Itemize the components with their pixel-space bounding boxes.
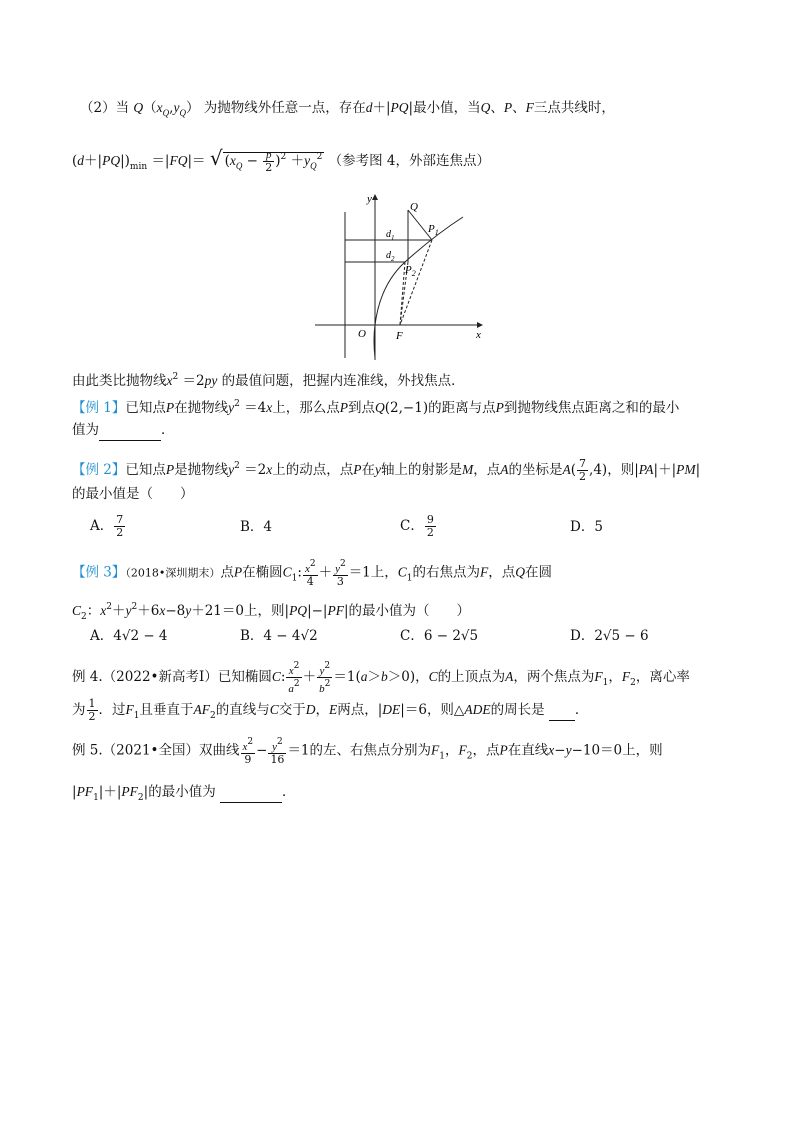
d1-sub: 1 <box>391 234 395 242</box>
text: 到抛物线焦点距离之和的最小 <box>503 400 680 416</box>
text: ，点 <box>488 564 516 581</box>
x-axis-label: x <box>476 329 481 341</box>
d2-sub: 2 <box>391 255 395 263</box>
text: ，则△ <box>426 702 465 718</box>
text: ，点 <box>473 462 501 478</box>
example-3-line-2: $C_2$：$x^2+y^2+6x-8y+21=0$上，则|PQ|−|PF|的最小值为（ ） <box>72 602 471 622</box>
example-3-option-d[interactable] <box>570 626 649 646</box>
text: 在抛物线 <box>174 400 229 416</box>
numerator: 9 <box>426 513 434 526</box>
p2-sub: 2 <box>411 269 416 278</box>
text: 的最小值为（ ） <box>348 603 471 619</box>
p1-sub: 1 <box>434 228 439 237</box>
option-label: D． <box>570 628 595 644</box>
example-4-line-2: 为 $\frac{1}{2}$ ．过$F_1$且垂直于$AF_2$的直线与C交于D，E两点，|DE|＝6，则△ADE的周长是 ． <box>72 697 589 723</box>
text: 的周长是 <box>490 702 545 718</box>
example-3-option-a[interactable] <box>90 626 168 646</box>
text: 上， <box>370 564 398 581</box>
y-axis-label: y <box>367 193 372 205</box>
text: 的左、右焦点分别为 <box>309 742 432 759</box>
text: 由此类比抛物线 <box>72 373 167 389</box>
denominator: 2 <box>116 526 124 539</box>
case-2-line: （2）当 $Q(x_Q,y_Q)$ 为抛物线外任意一点，存在d＋|PQ|最小值，当Q、P、F三点共线时， <box>80 100 615 118</box>
text: 到点 <box>348 400 376 416</box>
example-3-option-c[interactable] <box>400 626 478 646</box>
option-value: 2√5 − 6 <box>594 628 649 644</box>
option-value: 4 − 4√2 <box>263 628 318 644</box>
text: 的最小值为 <box>148 784 216 800</box>
text: 轴上的射影是 <box>381 462 463 478</box>
text: （2021•全国）双曲线 <box>102 742 240 759</box>
example-3-line-1: 【例 3】（2018•深圳期末）点P在椭圆$C_1$: $\frac{x^2}{4}$ ＋ $\frac{y^2}{3}$ ＝1上，$C_1$的右焦点为F，点Q在圆 <box>72 559 553 588</box>
option-label: C． <box>400 628 424 644</box>
text: 上的动点，点 <box>272 462 354 478</box>
example-5-line-2: $|PF_1|+|PF_2|$的最小值为 ． <box>72 784 296 803</box>
p2-letter: P <box>405 264 412 276</box>
example-3-option-b[interactable] <box>240 626 318 646</box>
option-label: A． <box>90 628 114 644</box>
text: （2022•新高考Ⅰ）已知椭圆 <box>102 669 272 685</box>
option-label: D． <box>570 519 595 535</box>
example-2-line-1: 【例 2】已知点P是抛物线$y^2 =2x$上的动点，点P在y轴上的射影是M，点A的坐标是A( $\frac{7}{2}$ ,4)，则|PA|＋|PM| <box>72 457 701 483</box>
text: 的直线与 <box>215 702 270 718</box>
example-1-tag: 【例 1】 <box>72 400 126 416</box>
answer-blank <box>549 700 575 721</box>
option-value: 4 <box>263 519 273 535</box>
example-5-tag: 例 5. <box>72 742 103 759</box>
text: ， <box>415 669 429 685</box>
figure-4-parabola <box>310 190 490 365</box>
case-label: （2） <box>80 100 116 116</box>
d2-label <box>386 250 395 263</box>
text: 是抛物线 <box>174 462 229 478</box>
answer-blank <box>99 420 161 441</box>
d1-letter: d <box>386 229 391 240</box>
text: 三点共线时， <box>533 100 615 116</box>
answer-blank <box>220 782 282 803</box>
text: ，则 <box>607 462 635 478</box>
option-value: 6 − 2√5 <box>423 628 479 644</box>
example-2-tag: 【例 2】 <box>72 462 126 478</box>
option-label: B． <box>240 519 264 535</box>
formula-note: （参考图 4，外部连焦点） <box>328 153 490 169</box>
p1-label <box>427 223 439 237</box>
option-label: C． <box>400 518 424 534</box>
text: 两点， <box>337 702 378 718</box>
text: 上，那么点 <box>272 400 340 416</box>
p2-label <box>404 264 416 278</box>
example-3-tag: 【例 3】 <box>72 564 126 581</box>
text: 在直线 <box>507 742 549 759</box>
min-formula: $(d+|PQ|)_{min} =|FQ|=$ √ ($x_Q$ − $\frac{p}{2}$ )$^2 +y_Q^2$ （参考图 4，外部连焦点） <box>72 146 490 174</box>
text: 在 <box>361 462 376 478</box>
text: ，点 <box>472 742 500 759</box>
focus-label: F <box>396 330 403 342</box>
text: 当 <box>115 100 130 116</box>
example-2-option-c[interactable] <box>400 514 437 539</box>
q-label: Q <box>410 201 418 213</box>
text: 值为 <box>72 422 99 438</box>
text: 在圆 <box>525 564 553 581</box>
option-label: A． <box>90 518 114 534</box>
text: 的上顶点为 <box>437 669 506 685</box>
text: 的最值问题，把握内连准线，外找焦点． <box>221 373 465 389</box>
example-2-option-d[interactable] <box>570 517 603 537</box>
text: 点 <box>220 564 234 581</box>
text: 为抛物线外任意一点，存在 <box>203 100 366 116</box>
example-2-option-a[interactable] <box>90 514 126 539</box>
example-2-line-2 <box>72 484 194 504</box>
text: 且垂直于 <box>139 702 194 718</box>
text: 的最小值是（ ） <box>72 486 194 502</box>
example-2-option-b[interactable] <box>240 517 272 537</box>
d2-letter: d <box>386 250 391 261</box>
example-1-line-1: 【例 1】已知点P在抛物线$y^2 =4x$上，那么点P到点Q(2,−1)的距离与点P到抛物线焦点距离之和的最小 <box>72 399 680 416</box>
text: 已知点 <box>125 462 166 478</box>
text: ．过 <box>98 702 126 718</box>
text: 在椭圆 <box>242 564 283 581</box>
text: 已知点 <box>125 400 166 416</box>
option-value: 5 <box>594 519 603 535</box>
example-4-line-1: 例 4.（2022•新高考Ⅰ）已知椭圆C: $\frac{x^2}{a^2}$ ＋ $\frac{y^2}{b^2}$ ＝1(a＞b＞0)，C的上顶点为A，两个焦点为$F_1$，$F_2$，离心率 <box>72 661 690 695</box>
option-label: B． <box>240 628 264 644</box>
numerator: 7 <box>116 513 124 526</box>
example-4-tag: 例 4. <box>72 669 103 685</box>
text: 最小值，当 <box>413 100 481 116</box>
text: ，两个焦点为 <box>513 669 595 685</box>
text: 的坐标是 <box>508 462 563 478</box>
summary-line: 由此类比抛物线$x^2 =2py$ 的最值问题，把握内连准线，外找焦点． <box>72 372 465 389</box>
text: 上，则 <box>622 742 663 759</box>
origin-label: O <box>358 328 366 340</box>
example-1-line-2: 值为 ． <box>72 420 175 441</box>
text: 上，则 <box>244 603 285 619</box>
example-3-source: （2018•深圳期末） <box>125 566 221 580</box>
p1-letter: P <box>428 223 435 235</box>
text: 的右焦点为 <box>412 564 481 581</box>
example-5-line-1: 例 5.（2021•全国）双曲线 $\frac{x^2}{9}$ − $\frac{y^2}{16}$ ＝1的左、右焦点分别为$F_1$，$F_2$，点P在直线x−y−10＝0上，则 <box>72 737 663 766</box>
text: ，离心率 <box>635 669 690 685</box>
denominator: 2 <box>426 526 434 539</box>
text: 交于 <box>278 702 306 718</box>
text: 为 <box>72 702 86 718</box>
option-value: 4√2 − 4 <box>113 628 168 644</box>
text: 的距离与点 <box>428 400 496 416</box>
